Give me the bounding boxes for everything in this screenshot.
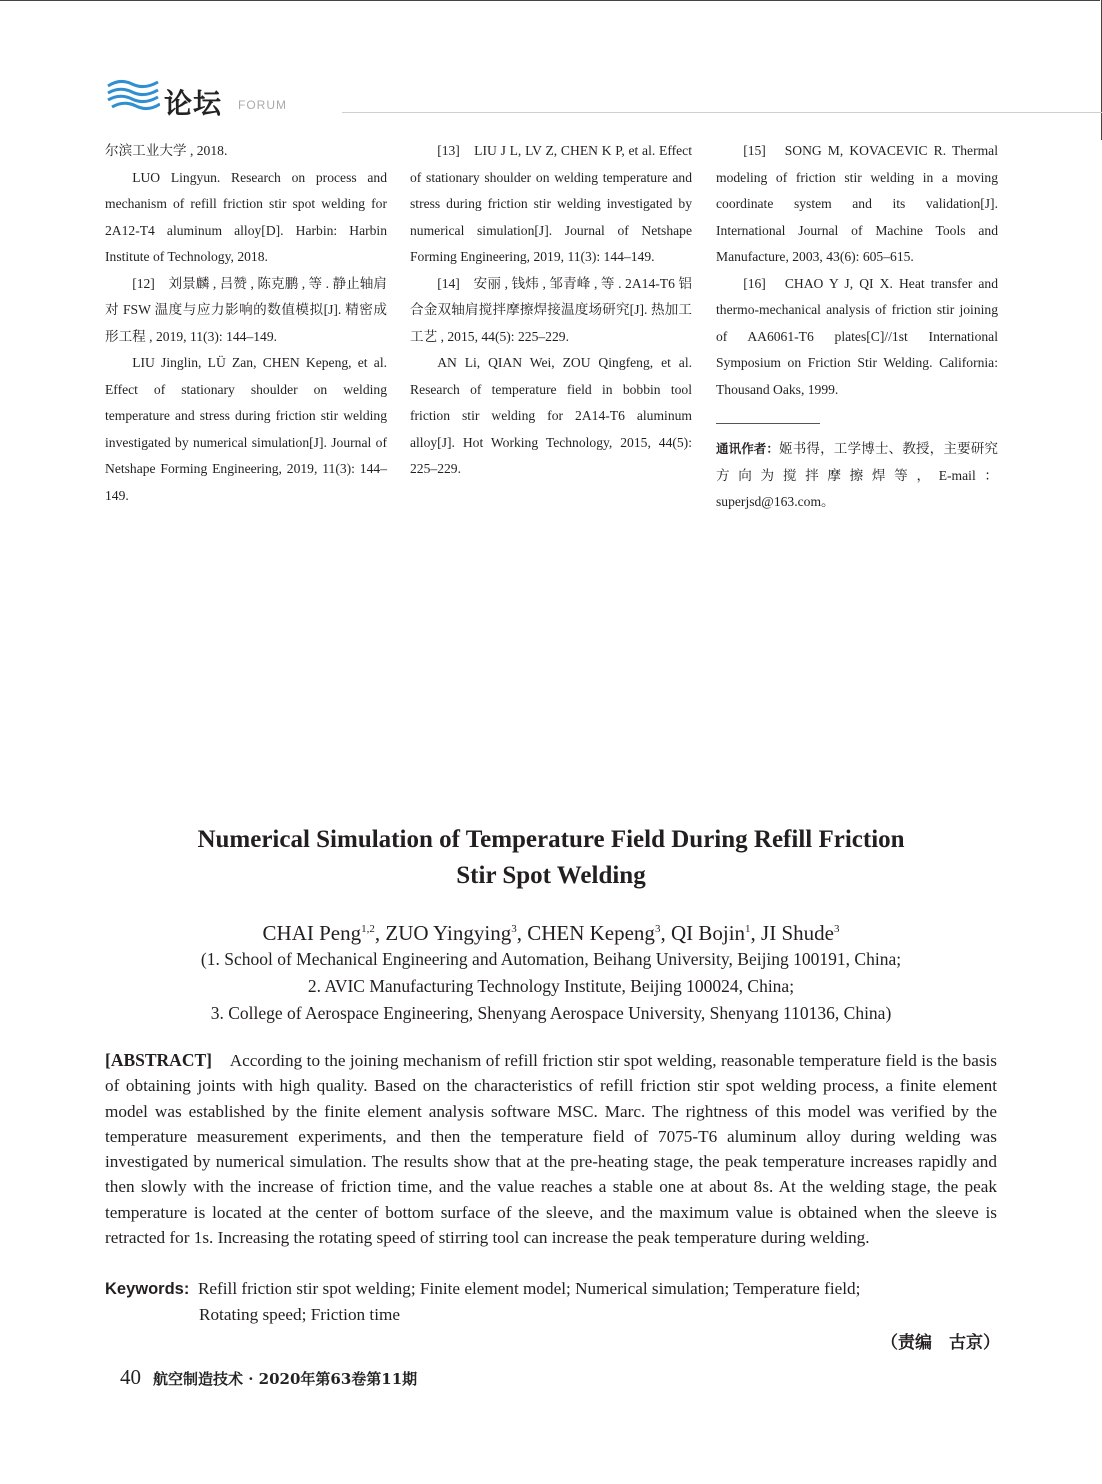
page-frame-top [0, 0, 1100, 1]
reference-item-15: [15] SONG M, KOVACEVIC R. Thermal modeling of friction stir welding in a moving coordinate system and its validation[J]. International Journal of Machine Tools and Manufacture, 2003, 43(6): 605–615. [716, 143, 998, 264]
author-affiliation-mark: 1 [745, 923, 751, 935]
forum-logo-icon [106, 78, 160, 114]
reference-item-12: [12] 刘景麟 , 吕赞 , 陈克鹏 , 等 . 静止轴肩对 FSW 温度与应力影响的数值模拟[J]. 精密成形工程 , 2019, 11(3): 144–149. [105, 275, 387, 344]
corresponding-author-label: 通讯作者： [716, 441, 779, 456]
reference-column-2 [410, 138, 692, 483]
reference-text: AN Li, QIAN Wei, ZOU Qingfeng, et al. Research of temperature field in bobbin tool friction stir welding for 2A14-T6 aluminum alloy[J]. Hot Working Technology, 2015, 44(5): 225–229. [410, 355, 692, 476]
author-affiliation-mark: 1,2 [361, 923, 375, 935]
author-name: QI Bojin [670, 921, 746, 945]
affiliation-3: 3. College of Aerospace Engineering, Shenyang Aerospace University, Shenyang 110136, China) [210, 1003, 892, 1023]
author-name: CHEN Kepeng [527, 921, 655, 945]
reference-text: LUO Lingyun. Research on process and mechanism of refill friction stir spot welding for 2A12-T4 aluminum alloy[D]. Harbin: Harbin Institute of Technology, 2018. [105, 169, 387, 264]
keywords-line-2: Rotating speed; Friction time [199, 1305, 400, 1325]
author-affiliation-mark: 3 [511, 923, 517, 935]
journal-info: 航空制造技术 · 2020年第63卷第11期 [153, 1370, 418, 1388]
page-footer [120, 1365, 417, 1391]
abstract [105, 1048, 997, 1250]
author-affiliation-mark: 3 [833, 923, 840, 935]
paper-title-line-2: Stir Spot Welding [456, 862, 646, 889]
affiliation-1: (1. School of Mechanical Engineering and Automation, Beihang University, Beijing 100191, China; [200, 949, 902, 969]
affiliation-2: 2. AVIC Manufacturing Technology Institute, Beijing 100024, China; [307, 976, 795, 996]
author-name: JI Shude [761, 921, 834, 945]
affiliations [100, 946, 1002, 1027]
editor-note: （责编 古京） [881, 1333, 1000, 1353]
reference-item-13: [13] LIU J L, LV Z, CHEN K P, et al. Effect of stationary shoulder on welding temperature and stress during friction stir welding investigated by numerical simulation[J]. Journal of Netshape Forming Engineering, 2019, 11(3): 144–149. [410, 143, 692, 264]
author-name: CHAI Peng [262, 921, 362, 945]
reference-item-14: [14] 安丽 , 钱炜 , 邹青峰 , 等 . 2A14-T6 铝合金双轴肩搅拌摩擦焊接温度场研究[J]. 热加工工艺 , 2015, 44(5): 225–229. [410, 275, 692, 344]
section-title-en: FORUM [238, 98, 287, 112]
abstract-label: [ABSTRACT] [105, 1050, 212, 1070]
author-affiliation-mark: 3 [654, 923, 661, 935]
header-rule [342, 112, 1102, 113]
reference-item-16: [16] CHAO Y J, QI X. Heat transfer and thermo-mechanical analysis of friction stir joining of AA6061-T6 plates[C]//1st International Symposium on Friction Stir Welding. California: Thousand Oaks, 1999. [716, 275, 998, 397]
reference-text: LIU Jinglin, LÜ Zan, CHEN Kepeng, et al. Effect of stationary shoulder on welding temperature and stress during friction stir welding investigated by numerical simulation[J]. Journal of Netshape Forming Engineering, 2019, 11(3): 144–149. [105, 355, 387, 503]
keywords-label: Keywords: [105, 1280, 190, 1298]
corresponding-author [716, 436, 998, 516]
reference-column-3 [716, 138, 998, 516]
paper-title [100, 822, 1002, 894]
keywords-line-1: Refill friction stir spot welding; Finite element model; Numerical simulation; Temperature field; [197, 1279, 861, 1298]
reference-text: 尔滨工业大学 , 2018. [105, 143, 228, 158]
corresponding-author-text: 姬书得，工学博士、教授，主要研究方向为搅拌摩擦焊等，E-mail：superjsd@163.com。 [716, 441, 998, 509]
section-title-cn: 论坛 [164, 87, 223, 120]
reference-column-1 [105, 138, 387, 509]
abstract-text: According to the joining mechanism of refill friction stir spot welding, reasonable temperature field is the basis of obtaining joints with high quality. Based on the characteristics of refill friction stir spot welding process, a finite element model was established by the finite element analysis software MSC. Marc. The rightness of this model was verified by the temperature measurement experiments, and then the temperature field of 7075-T6 aluminum alloy during welding was investigated by numerical simulation. The results show that at the pre-heating stage, the peak temperature increases rapidly and then slowly with the increase of friction time, and the value reaches a stable one at about 8s. At the welding stage, the peak temperature is located at the center of bottom surface of the sleeve, and the maximum value is obtained when the sleeve is retracted for 1s. Increasing the rotating speed of stirring tool can increase the peak temperature during welding. [105, 1051, 997, 1248]
paper-title-line-1: Numerical Simulation of Temperature Field During Refill Friction [197, 826, 905, 853]
footnote-separator [716, 423, 820, 424]
page-number: 40 [120, 1365, 141, 1389]
author-name: ZUO Yingying [385, 921, 512, 945]
keywords [105, 1276, 997, 1328]
author-list: CHAI Peng$^{1,2}$, ZUO Yingying$^3$, CHEN Kepeng$^3$, QI Bojin$^1$, JI Shude$^3$ [262, 921, 840, 945]
